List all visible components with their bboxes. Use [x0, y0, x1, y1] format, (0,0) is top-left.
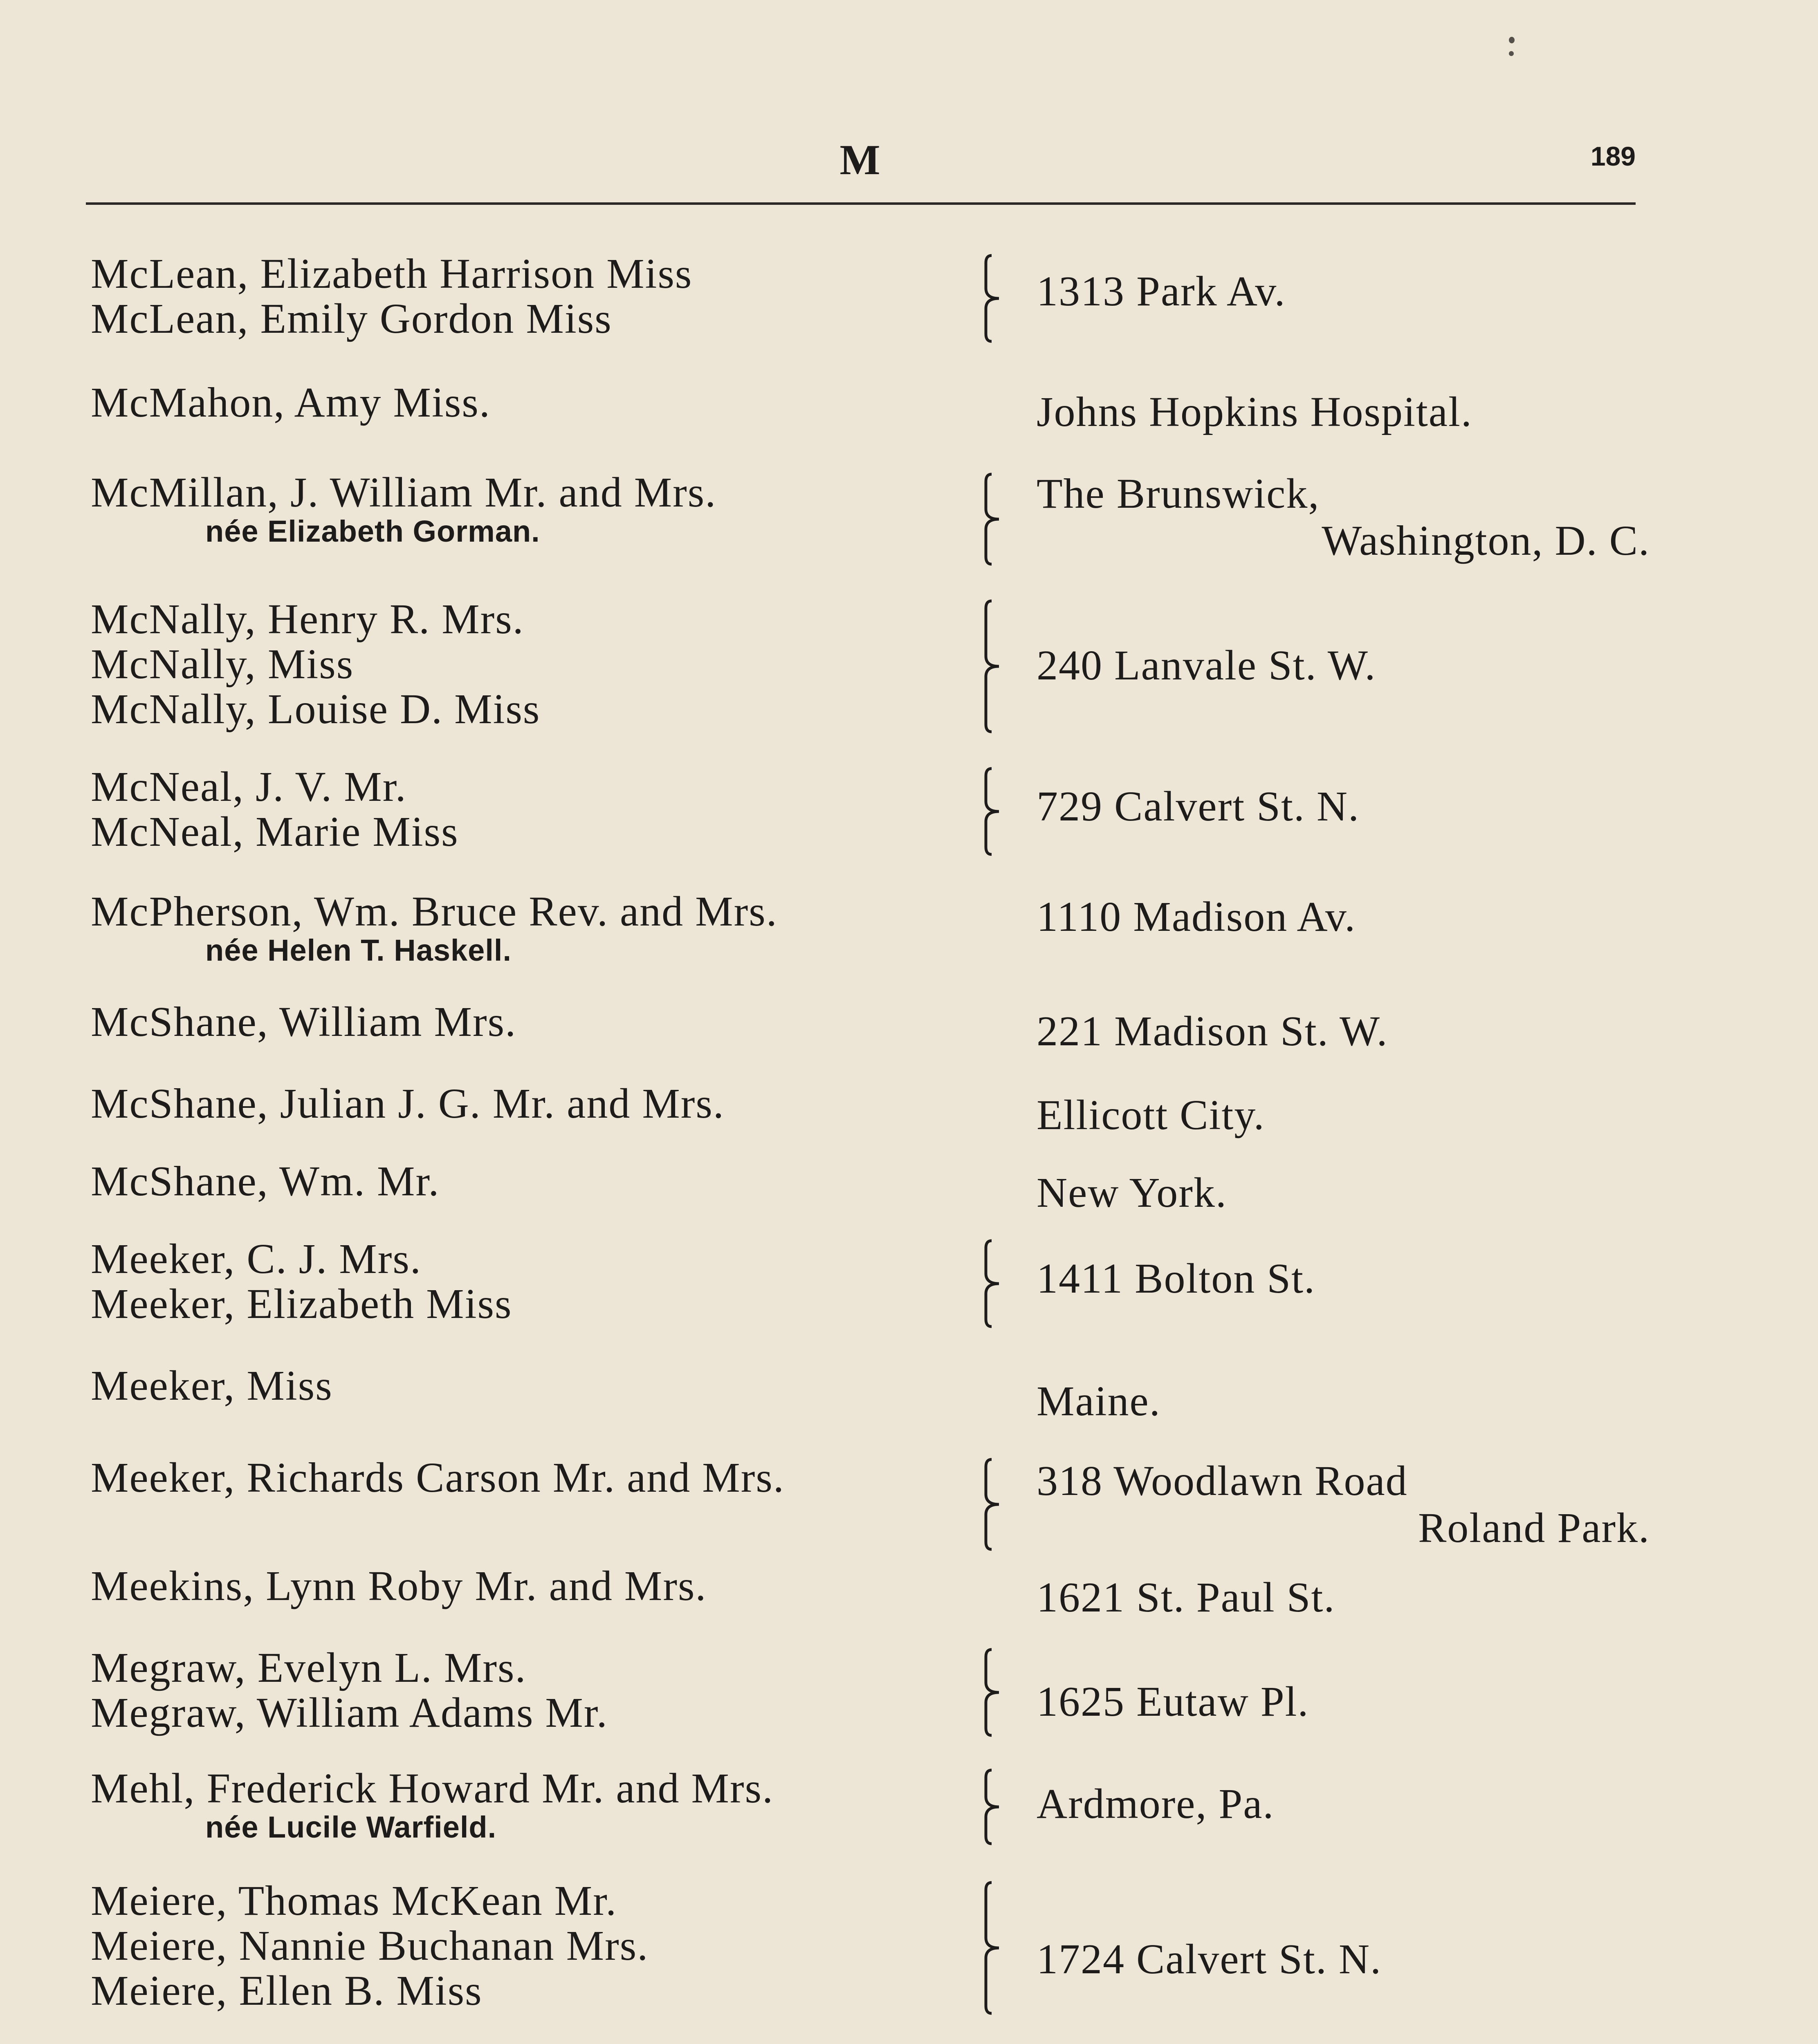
- entry-name: Meeker, Elizabeth Miss: [91, 1280, 512, 1327]
- address-line: 1411 Bolton St.: [1037, 1255, 1316, 1302]
- entry-name: Meeker, C. J. Mrs.: [91, 1235, 422, 1282]
- brace-icon: [983, 1241, 1008, 1327]
- header-rule: [86, 202, 1636, 205]
- entry-address: [1037, 388, 1650, 435]
- address-line: Johns Hopkins Hospital.: [1037, 388, 1472, 435]
- entry-name: Mehl, Frederick Howard Mr. and Mrs.: [91, 1765, 774, 1812]
- entry-address: [1037, 1780, 1650, 1827]
- entry-address: [1037, 783, 1650, 830]
- entry-names: [91, 1159, 990, 1204]
- address-line: Ardmore, Pa.: [1037, 1780, 1275, 1827]
- entry-name: Meeker, Richards Carson Mr. and Mrs.: [91, 1454, 785, 1501]
- entry-address: [1037, 1091, 1650, 1139]
- brace-icon: [983, 1459, 1008, 1549]
- entry-name: McNally, Louise D. Miss: [91, 686, 541, 733]
- entry-name: McNeal, Marie Miss: [91, 808, 459, 855]
- entry-name: McNally, Henry R. Mrs.: [91, 596, 524, 643]
- address-line: 1110 Madison Av.: [1037, 893, 1356, 940]
- brace-icon: [983, 1883, 1008, 2013]
- address-line: Washington, D. C.: [1322, 517, 1650, 564]
- entry-name: Meiere, Nannie Buchanan Mrs.: [91, 1922, 649, 1969]
- entry-address: [1037, 268, 1650, 315]
- entry-names: [91, 251, 990, 341]
- address-line: 318 Woodlawn Road: [1037, 1457, 1408, 1504]
- entry-address: [1037, 893, 1650, 940]
- entry-name: McShane, Julian J. G. Mr. and Mrs.: [91, 1080, 725, 1127]
- entry-names: [91, 1878, 990, 2013]
- address-line: 1621 St. Paul St.: [1037, 1574, 1335, 1621]
- section-letter: M: [839, 136, 882, 184]
- address-line: The Brunswick,: [1037, 470, 1320, 517]
- address-line: 1724 Calvert St. N.: [1037, 1936, 1382, 1983]
- page-number: 189: [1590, 141, 1636, 171]
- entry-names: [91, 889, 990, 967]
- brace-icon: [983, 1650, 1008, 1735]
- entry-name: McMahon, Amy Miss.: [91, 379, 491, 426]
- entry-names: [91, 1766, 990, 1844]
- address-line: 1313 Park Av.: [1037, 268, 1286, 315]
- entry-nee: née Elizabeth Gorman.: [205, 514, 540, 548]
- entry-names: [91, 1363, 990, 1408]
- address-line: 729 Calvert St. N.: [1037, 783, 1360, 830]
- entry-address: [1037, 642, 1650, 689]
- entry-address: [1037, 1936, 1650, 1983]
- brace-icon: [983, 474, 1008, 564]
- entry-name: McShane, William Mrs.: [91, 998, 517, 1045]
- entry-name: McMillan, J. William Mr. and Mrs.: [91, 469, 717, 516]
- entry-address: [1037, 470, 1650, 564]
- entry-name: Meiere, Ellen B. Miss: [91, 1967, 483, 2014]
- entry-names: [91, 1645, 990, 1735]
- brace-icon: [983, 1770, 1008, 1844]
- address-line: 221 Madison St. W.: [1037, 1008, 1388, 1055]
- entry-name: McNally, Miss: [91, 641, 354, 688]
- entry-names: [91, 1564, 990, 1609]
- address-line: Maine.: [1037, 1378, 1161, 1425]
- entry-address: [1037, 1378, 1650, 1425]
- entry-nee: née Lucile Warfield.: [205, 1810, 497, 1844]
- entry-names: [91, 764, 990, 854]
- entry-address: [1037, 1169, 1650, 1216]
- address-line: Ellicott City.: [1037, 1091, 1265, 1139]
- brace-icon: [983, 769, 1008, 854]
- entry-name: Meiere, Thomas McKean Mr.: [91, 1877, 617, 1924]
- entry-names: [91, 1000, 990, 1044]
- address-line: New York.: [1037, 1169, 1227, 1216]
- entry-name: Meekins, Lynn Roby Mr. and Mrs.: [91, 1562, 707, 1609]
- entry-names: [91, 597, 990, 732]
- brace-icon: [983, 601, 1008, 732]
- page-header: [86, 135, 1636, 188]
- entry-names: [91, 1081, 990, 1126]
- entry-name: Meeker, Miss: [91, 1362, 333, 1409]
- address-line: 1625 Eutaw Pl.: [1037, 1678, 1309, 1725]
- address-line: Roland Park.: [1418, 1504, 1650, 1551]
- entry-name: McNeal, J. V. Mr.: [91, 763, 407, 810]
- page-speck: [1509, 51, 1514, 56]
- entry-names: [91, 1237, 990, 1327]
- entry-names: [91, 380, 990, 425]
- entry-name: Megraw, Evelyn L. Mrs.: [91, 1644, 527, 1691]
- entry-names: [91, 1455, 990, 1500]
- entry-name: McLean, Elizabeth Harrison Miss: [91, 250, 693, 297]
- entry-name: McLean, Emily Gordon Miss: [91, 295, 612, 342]
- entry-name: McShane, Wm. Mr.: [91, 1158, 440, 1205]
- entry-nee: née Helen T. Haskell.: [205, 933, 512, 967]
- entry-address: [1037, 1457, 1650, 1551]
- entry-address: [1037, 1678, 1650, 1725]
- entry-names: [91, 470, 990, 548]
- entry-name: Megraw, William Adams Mr.: [91, 1689, 608, 1736]
- entry-address: [1037, 1008, 1650, 1055]
- brace-icon: [983, 256, 1008, 341]
- entry-address: [1037, 1255, 1650, 1302]
- entry-name: McPherson, Wm. Bruce Rev. and Mrs.: [91, 888, 778, 935]
- page-speck: [1509, 37, 1515, 43]
- address-line: 240 Lanvale St. W.: [1037, 642, 1376, 689]
- entry-address: [1037, 1574, 1650, 1621]
